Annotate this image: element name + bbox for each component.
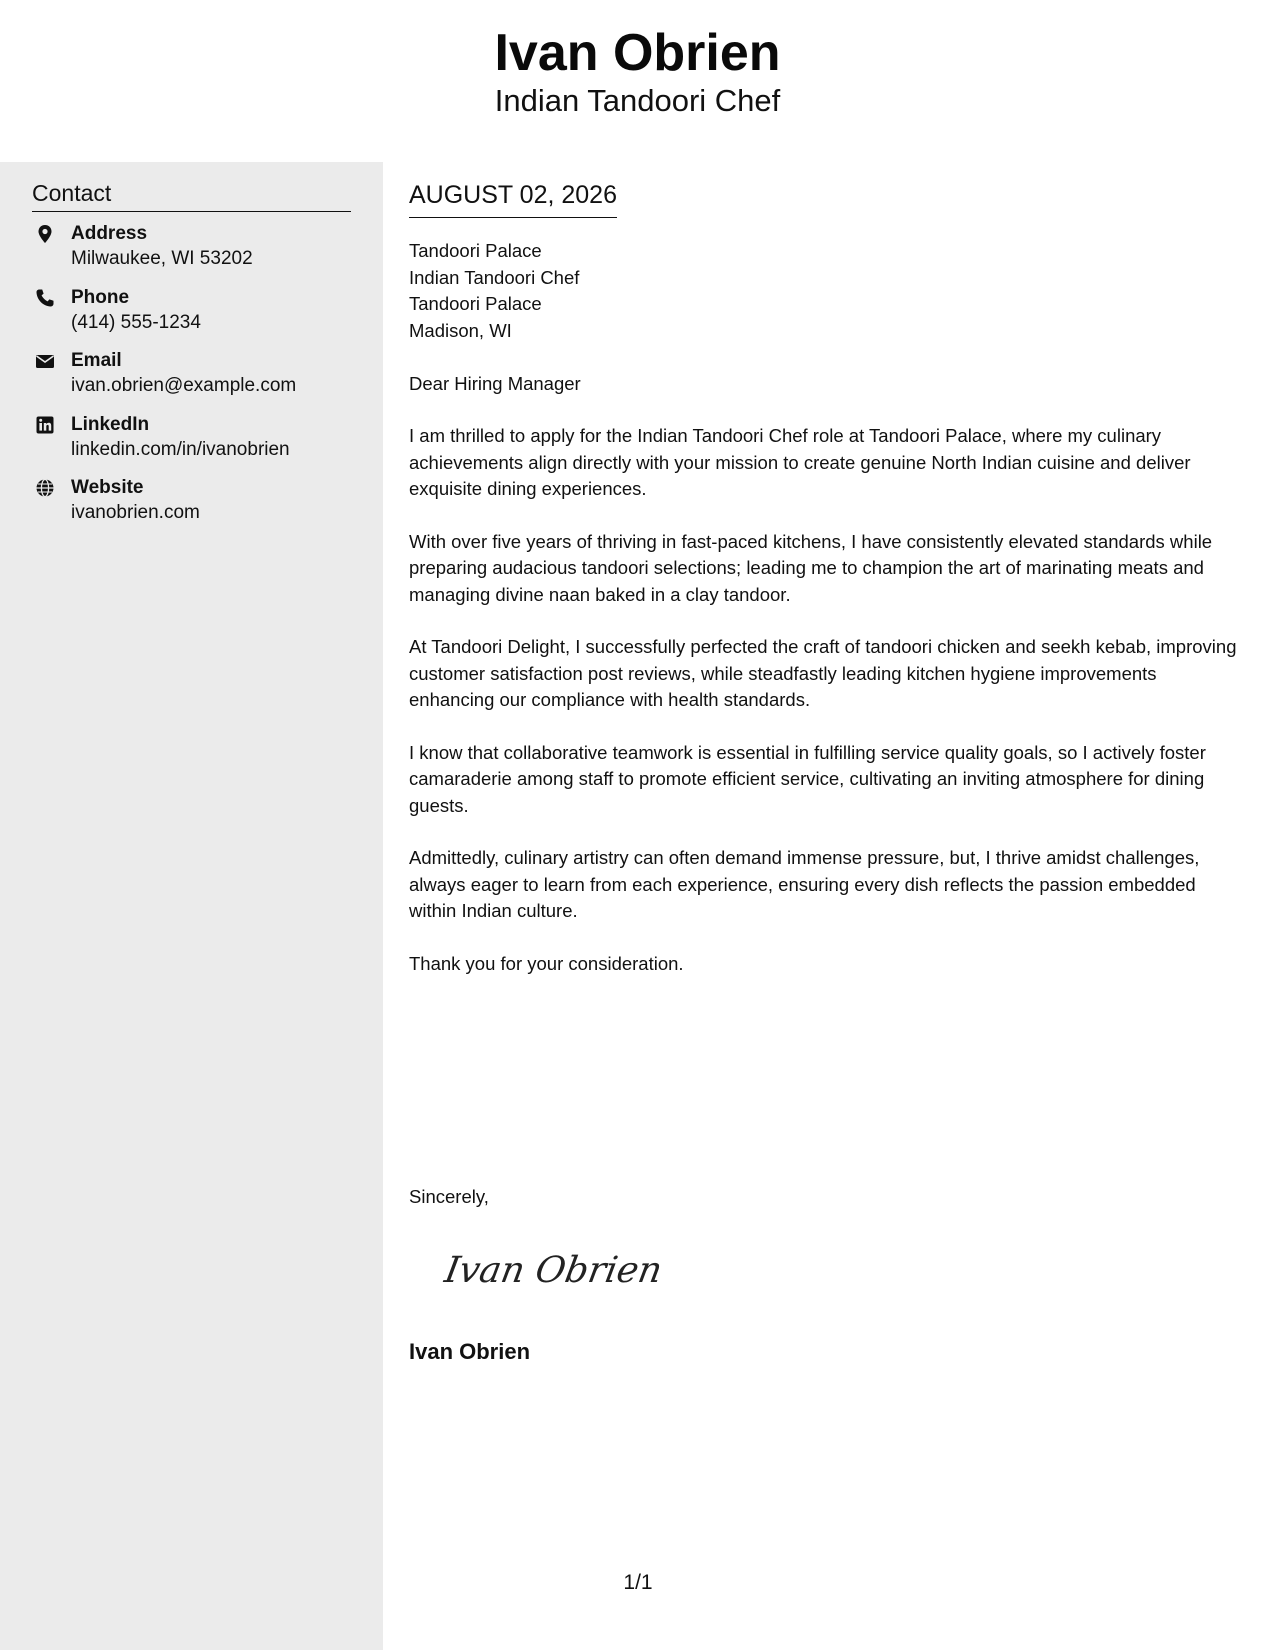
contact-value: linkedin.com/in/ivanobrien <box>71 438 290 460</box>
candidate-name: Ivan Obrien <box>494 24 781 82</box>
contact-item-website <box>32 474 362 538</box>
header <box>0 0 1275 162</box>
globe-icon <box>35 478 55 498</box>
signature-image <box>441 1238 666 1298</box>
candidate-role: Indian Tandoori Chef <box>494 83 781 118</box>
contact-item-email <box>32 347 362 411</box>
contact-value: ivan.obrien@example.com <box>71 375 297 396</box>
recipient-line: Indian Tandoori Chef <box>409 266 580 288</box>
paragraph: Admittedly, culinary artistry can often demand immense pressure, but, I thrive amidst challenges, always eager to learn from each experience, ensuring every dish reflects the passion embedded within Indian culture. <box>409 847 1200 921</box>
paragraph: I am thrilled to apply for the Indian Tandoori Chef role at Tandoori Palace, where my culinary achievements align directly with your mission to create genuine North Indian cuisine and deliver exquisite dining experiences. <box>409 425 1191 499</box>
contact-list <box>32 220 362 538</box>
contact-item-phone <box>32 284 362 348</box>
contact-label: Website <box>71 477 144 498</box>
contact-value: ivanobrien.com <box>71 502 200 523</box>
contact-item-address <box>32 220 362 284</box>
paragraph: With over five years of thriving in fast-paced kitchens, I have consistently elevated standards while preparing audacious tandoori selections; leading me to champion the art of marinating meats and managing divine naan baked in a clay tandoor. <box>409 530 1213 605</box>
contact-label: Address <box>71 223 148 244</box>
paragraph: I know that collaborative teamwork is essential in fulfilling service quality goals, so I actively foster camaraderie among staff to promote efficient service, cultivating an inviting atmosphere for dining guests. <box>409 741 1206 816</box>
contact-label: LinkedIn <box>71 413 150 435</box>
paragraph: At Tandoori Delight, I successfully perfected the craft of tandoori chicken and seekh kebab, improving customer satisfaction post reviews, while steadfastly leading kitchen hygiene improvements enhancing our compliance with health standards. <box>409 636 1237 710</box>
salutation: Dear Hiring Manager <box>409 373 581 394</box>
letter-paragraphs <box>409 423 1239 1003</box>
letter-date: AUGUST 02, 2026 <box>409 179 617 218</box>
phone-icon <box>35 288 55 308</box>
signer-name: Ivan Obrien <box>409 1339 531 1364</box>
contact-value: (414) 555-1234 <box>71 311 201 333</box>
contact-title: Contact <box>32 178 351 212</box>
linkedin-icon <box>35 415 55 435</box>
contact-value: Milwaukee, WI 53202 <box>71 248 253 269</box>
map-pin-icon <box>35 224 55 244</box>
paragraph: Thank you for your consideration. <box>409 952 684 974</box>
envelope-icon <box>35 351 55 371</box>
recipient-line: Tandoori Palace <box>409 293 542 314</box>
closing: Sincerely, <box>409 1186 489 1207</box>
recipient-line: Madison, WI <box>409 319 512 341</box>
contact-item-linkedin <box>32 411 362 475</box>
signature-text: Ivan Obrien <box>441 1248 666 1291</box>
contact-label: Email <box>71 350 122 371</box>
recipient-block <box>409 238 579 344</box>
recipient-line: Tandoori Palace <box>409 240 542 261</box>
contact-sidebar <box>0 162 383 1650</box>
contact-label: Phone <box>71 286 130 308</box>
page-number: 1/1 <box>623 1571 653 1594</box>
